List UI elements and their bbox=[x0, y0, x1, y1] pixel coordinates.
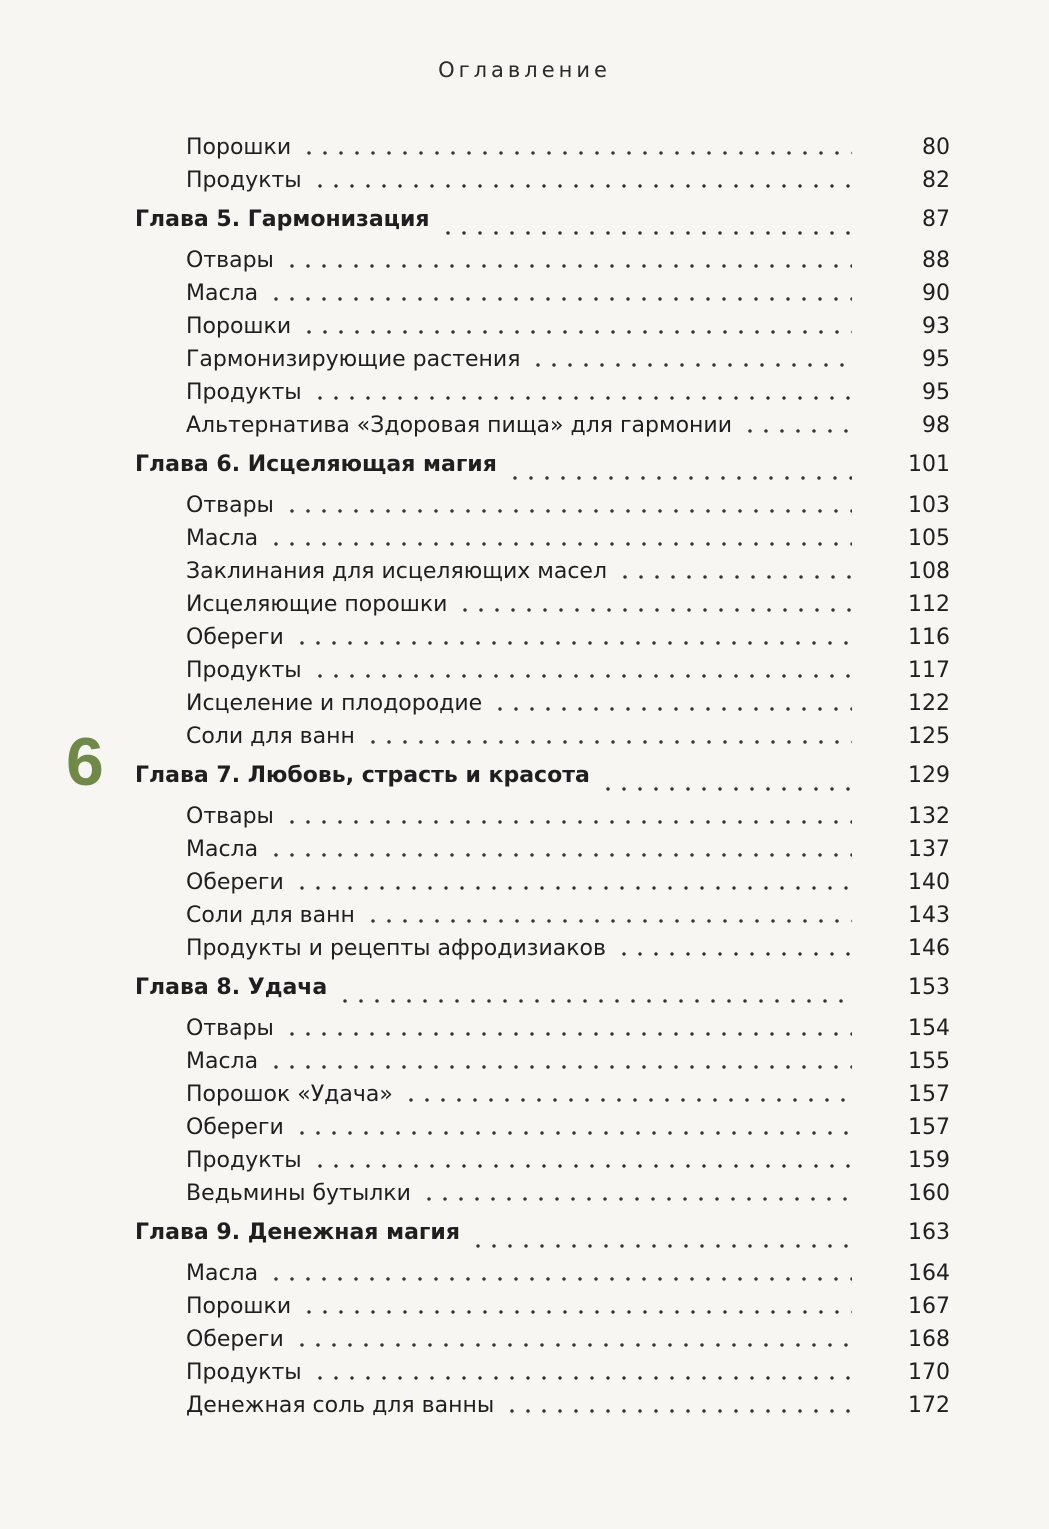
dot-leader bbox=[294, 1343, 852, 1347]
dot-leader bbox=[616, 952, 852, 956]
dot-leader bbox=[268, 1277, 852, 1281]
toc-entry bbox=[0, 800, 1049, 833]
toc-entry bbox=[0, 1111, 1049, 1144]
toc-entry-label: Денежная соль для ванны bbox=[186, 1393, 495, 1418]
toc-page-number: 140 bbox=[908, 870, 950, 895]
toc-entry-label: Отвары bbox=[186, 248, 274, 273]
toc-page-number: 87 bbox=[922, 207, 950, 232]
toc-entry-label: Исцеляющие порошки bbox=[186, 592, 448, 617]
dot-leader bbox=[284, 1032, 852, 1036]
toc-entry-label: Альтернатива «Здоровая пища» для гармонии bbox=[186, 413, 733, 438]
dot-leader bbox=[294, 886, 852, 890]
toc-page-number: 167 bbox=[908, 1294, 950, 1319]
toc-page-number: 116 bbox=[908, 625, 950, 650]
toc-page-number: 125 bbox=[908, 724, 950, 749]
dot-leader bbox=[312, 1376, 852, 1380]
toc-entry-label: Отвары bbox=[186, 493, 274, 518]
dot-leader bbox=[365, 919, 852, 923]
toc-entry bbox=[0, 621, 1049, 654]
toc-entry-label: Отвары bbox=[186, 804, 274, 829]
dot-leader bbox=[312, 674, 852, 678]
toc-page-number: 160 bbox=[908, 1181, 950, 1206]
dot-leader bbox=[312, 184, 852, 188]
dot-leader bbox=[268, 542, 852, 546]
toc-entry bbox=[0, 244, 1049, 277]
dot-leader bbox=[617, 575, 852, 579]
toc-entry-label: Обереги bbox=[186, 625, 284, 650]
dot-leader bbox=[284, 264, 852, 268]
toc-entry bbox=[0, 1177, 1049, 1210]
dot-leader bbox=[530, 363, 852, 367]
toc-page-number: 112 bbox=[908, 592, 950, 617]
toc-page-number: 95 bbox=[922, 347, 950, 372]
toc-page-number: 80 bbox=[922, 135, 950, 160]
table-of-contents bbox=[0, 131, 1049, 1422]
toc-entry-label: Масла bbox=[186, 837, 259, 862]
dot-leader bbox=[457, 608, 852, 612]
toc-page-number: 98 bbox=[922, 413, 950, 438]
toc-entry bbox=[0, 310, 1049, 343]
toc-entry bbox=[0, 1290, 1049, 1323]
toc-page-number: 146 bbox=[908, 936, 950, 961]
dot-leader bbox=[504, 1409, 852, 1413]
toc-page-number: 159 bbox=[908, 1148, 950, 1173]
toc-entry bbox=[0, 1257, 1049, 1290]
toc-entry bbox=[0, 522, 1049, 555]
toc-entry bbox=[0, 833, 1049, 866]
toc-entry-label: Глава 9. Денежная магия bbox=[135, 1220, 460, 1245]
toc-page-number: 105 bbox=[908, 526, 950, 551]
toc-page-number: 101 bbox=[908, 452, 950, 477]
toc-entry bbox=[0, 277, 1049, 310]
toc-entry-label: Продукты bbox=[186, 658, 302, 683]
toc-entry-label: Масла bbox=[186, 526, 259, 551]
toc-chapter-entry bbox=[0, 448, 1049, 489]
toc-page-number: 137 bbox=[908, 837, 950, 862]
toc-page-number: 168 bbox=[908, 1327, 950, 1352]
toc-page-number: 157 bbox=[908, 1115, 950, 1140]
toc-page-number: 172 bbox=[908, 1393, 950, 1418]
dot-leader bbox=[312, 396, 852, 400]
chapter-tab-marker: 6 bbox=[66, 724, 104, 800]
dot-leader bbox=[492, 707, 852, 711]
toc-entry-label: Отвары bbox=[186, 1016, 274, 1041]
toc-entry bbox=[0, 866, 1049, 899]
toc-entry-label: Продукты bbox=[186, 1360, 302, 1385]
toc-entry bbox=[0, 409, 1049, 442]
toc-entry bbox=[0, 932, 1049, 965]
toc-page-number: 95 bbox=[922, 380, 950, 405]
dot-leader bbox=[301, 1310, 852, 1314]
toc-page-number: 117 bbox=[908, 658, 950, 683]
toc-entry-label: Исцеление и плодородие bbox=[186, 691, 483, 716]
dot-leader bbox=[312, 1164, 852, 1168]
toc-entry bbox=[0, 343, 1049, 376]
toc-entry-label: Порошок «Удача» bbox=[186, 1082, 393, 1107]
toc-entry bbox=[0, 164, 1049, 197]
toc-entry-label: Продукты bbox=[186, 380, 302, 405]
dot-leader bbox=[294, 1131, 852, 1135]
toc-page-number: 157 bbox=[908, 1082, 950, 1107]
toc-entry bbox=[0, 555, 1049, 588]
toc-entry bbox=[0, 654, 1049, 687]
dot-leader bbox=[268, 1065, 852, 1069]
toc-entry bbox=[0, 131, 1049, 164]
toc-entry-label: Гармонизирующие растения bbox=[186, 347, 521, 372]
toc-entry bbox=[0, 1045, 1049, 1078]
toc-entry bbox=[0, 1144, 1049, 1177]
toc-entry-label: Масла bbox=[186, 1049, 259, 1074]
toc-page-number: 82 bbox=[922, 168, 950, 193]
toc-entry-label: Глава 7. Любовь, страсть и красота bbox=[135, 763, 590, 788]
dot-leader bbox=[365, 740, 852, 744]
dot-leader bbox=[268, 853, 852, 857]
toc-page-number: 129 bbox=[908, 763, 950, 788]
toc-entry-label: Соли для ванн bbox=[186, 903, 355, 928]
toc-entry bbox=[0, 376, 1049, 409]
toc-entry-label: Масла bbox=[186, 281, 259, 306]
toc-chapter-entry bbox=[0, 203, 1049, 244]
toc-page-number: 88 bbox=[922, 248, 950, 273]
dot-leader bbox=[268, 297, 852, 301]
toc-page-number: 164 bbox=[908, 1261, 950, 1286]
toc-page-number: 108 bbox=[908, 559, 950, 584]
toc-page-number: 93 bbox=[922, 314, 950, 339]
toc-chapter-entry bbox=[0, 1216, 1049, 1257]
toc-entry-label: Заклинания для исцеляющих масел bbox=[186, 559, 608, 584]
dot-leader bbox=[301, 330, 852, 334]
toc-entry bbox=[0, 1323, 1049, 1356]
toc-page-number: 163 bbox=[908, 1220, 950, 1245]
toc-entry-label: Глава 6. Исцеляющая магия bbox=[135, 452, 497, 477]
dot-leader bbox=[337, 999, 852, 1003]
toc-entry-label: Порошки bbox=[186, 1294, 292, 1319]
toc-entry-label: Глава 8. Удача bbox=[135, 975, 328, 1000]
toc-page-number: 155 bbox=[908, 1049, 950, 1074]
toc-entry bbox=[0, 588, 1049, 621]
dot-leader bbox=[742, 429, 852, 433]
toc-page-number: 153 bbox=[908, 975, 950, 1000]
toc-entry-label: Ведьмины бутылки bbox=[186, 1181, 411, 1206]
toc-entry bbox=[0, 1012, 1049, 1045]
dot-leader bbox=[440, 231, 852, 235]
toc-page-number: 103 bbox=[908, 493, 950, 518]
toc-entry-label: Соли для ванн bbox=[186, 724, 355, 749]
dot-leader bbox=[470, 1244, 852, 1248]
toc-entry-label: Продукты bbox=[186, 1148, 302, 1173]
toc-page-number: 154 bbox=[908, 1016, 950, 1041]
toc-page-number: 122 bbox=[908, 691, 950, 716]
toc-entry-label: Продукты и рецепты афродизиаков bbox=[186, 936, 606, 961]
toc-entry bbox=[0, 489, 1049, 522]
toc-entry bbox=[0, 899, 1049, 932]
toc-entry bbox=[0, 720, 1049, 753]
toc-entry-label: Порошки bbox=[186, 135, 292, 160]
toc-page-number: 170 bbox=[908, 1360, 950, 1385]
toc-entry-label: Продукты bbox=[186, 168, 302, 193]
toc-entry-label: Глава 5. Гармонизация bbox=[135, 207, 430, 232]
dot-leader bbox=[507, 476, 852, 480]
toc-page-number: 143 bbox=[908, 903, 950, 928]
toc-chapter-entry bbox=[0, 759, 1049, 800]
toc-entry bbox=[0, 1356, 1049, 1389]
toc-entry bbox=[0, 687, 1049, 720]
page-header-title: Оглавление bbox=[438, 58, 611, 82]
dot-leader bbox=[600, 787, 852, 791]
dot-leader bbox=[301, 151, 852, 155]
toc-entry-label: Обереги bbox=[186, 1327, 284, 1352]
toc-page-number: 90 bbox=[922, 281, 950, 306]
dot-leader bbox=[403, 1098, 852, 1102]
toc-chapter-entry bbox=[0, 971, 1049, 1012]
dot-leader bbox=[284, 820, 852, 824]
toc-entry-label: Обереги bbox=[186, 870, 284, 895]
dot-leader bbox=[294, 641, 852, 645]
toc-entry-label: Обереги bbox=[186, 1115, 284, 1140]
toc-entry-label: Масла bbox=[186, 1261, 259, 1286]
dot-leader bbox=[421, 1197, 852, 1201]
dot-leader bbox=[284, 509, 852, 513]
toc-page-number: 132 bbox=[908, 804, 950, 829]
toc-entry bbox=[0, 1078, 1049, 1111]
toc-entry bbox=[0, 1389, 1049, 1422]
toc-entry-label: Порошки bbox=[186, 314, 292, 339]
